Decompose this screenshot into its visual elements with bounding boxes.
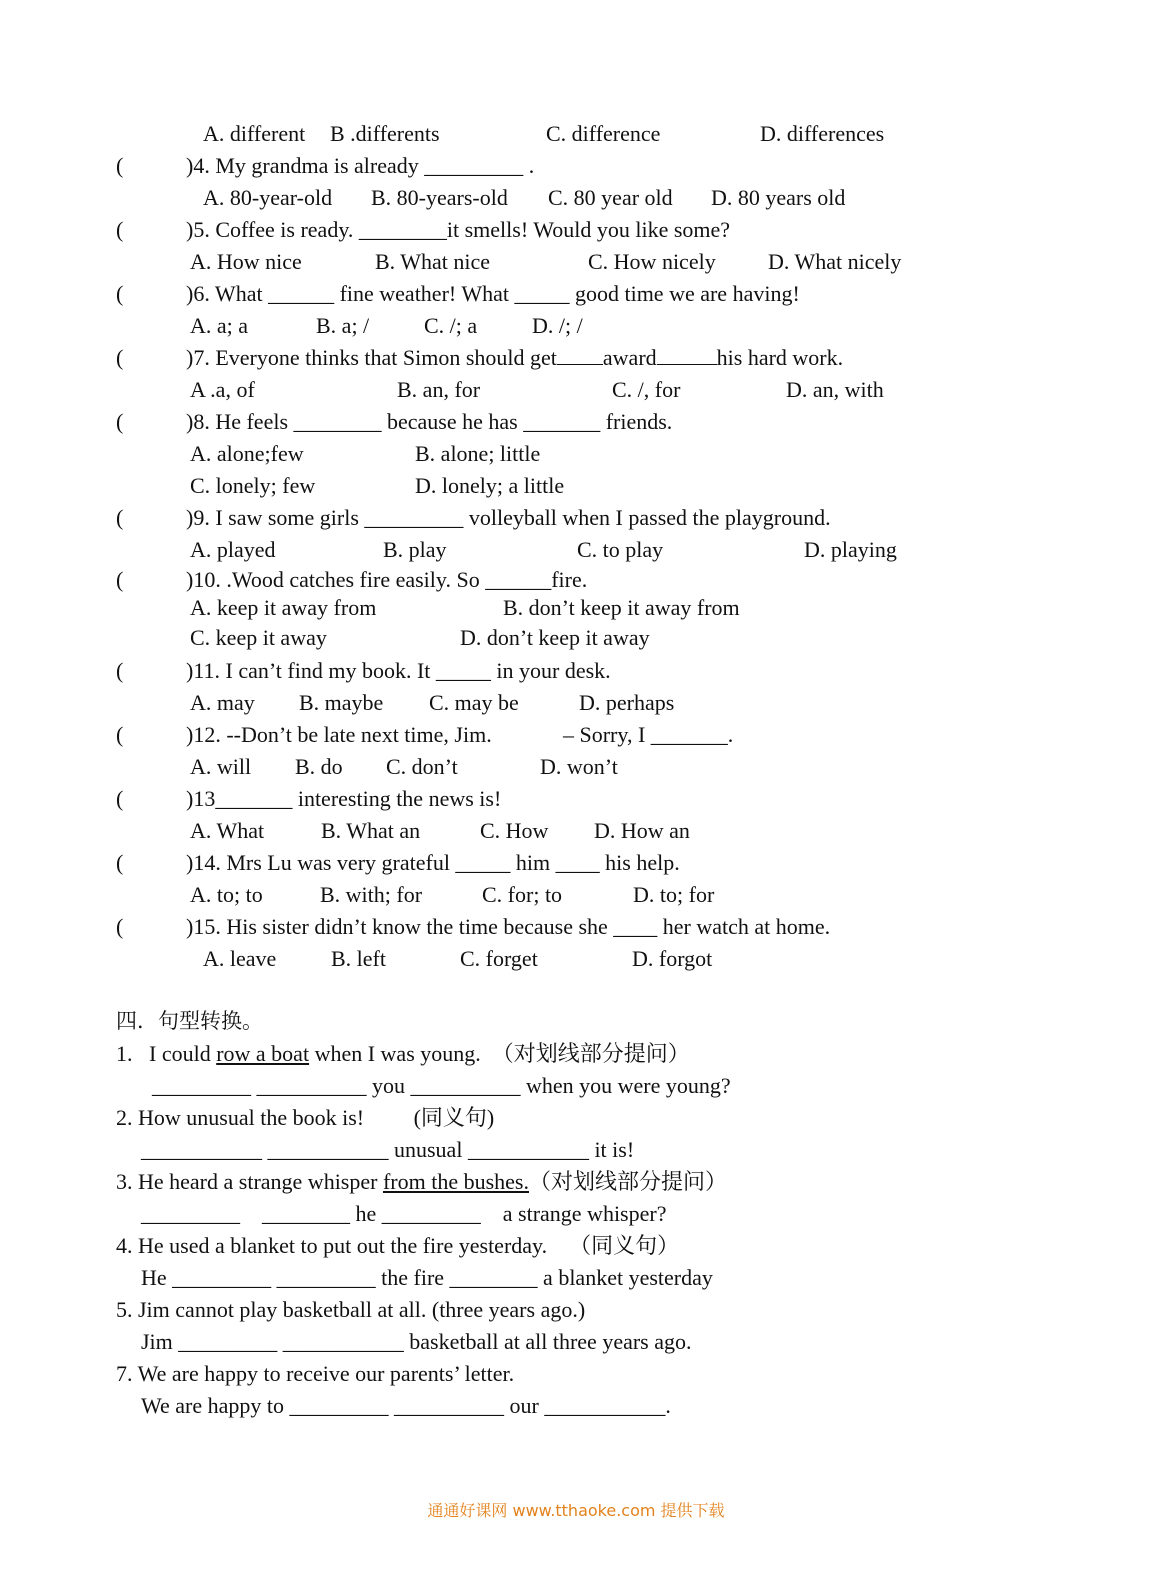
option-c: C. forget [460, 946, 538, 971]
option-d: D. won’t [540, 754, 618, 779]
question-stem: )12. --Don’t be late next time, Jim. [186, 722, 492, 747]
q3-option-a: A. different [203, 121, 306, 146]
option-c: C. How nicely [588, 249, 716, 274]
transform-item: 5. Jim cannot play basketball at all. (three years ago.) [116, 1297, 586, 1322]
question-stem: )15. His sister didn’t know the time because she ____ her watch at home. [186, 914, 831, 939]
answer-bracket[interactable]: ( [116, 850, 124, 875]
answer-line[interactable]: We are happy to _________ __________ our ___________. [141, 1393, 671, 1418]
section-heading: 四．句型转换。 [116, 1009, 263, 1033]
option-a: A. alone;few [190, 441, 304, 466]
option-d: D. What nicely [768, 249, 902, 274]
item-text: 1. I could [116, 1041, 217, 1066]
option-c: C. lonely; few [190, 473, 316, 498]
option-c: C. may be [429, 690, 519, 715]
answer-bracket[interactable]: ( [116, 914, 124, 939]
answer-line[interactable]: Jim _________ ___________ basketball at all three years ago. [141, 1329, 692, 1354]
item-text: （对划线部分提问） [529, 1169, 728, 1194]
answer-bracket[interactable]: ( [116, 786, 124, 811]
answer-line[interactable]: _________ __________ you __________ when you were young? [152, 1073, 731, 1098]
option-c: C. How [480, 818, 549, 843]
answer-bracket[interactable]: ( [116, 281, 124, 306]
option-b: B. alone; little [415, 441, 541, 466]
option-c: C. don’t [386, 754, 458, 779]
q3-option-d: D. differences [760, 121, 885, 146]
answer-line[interactable]: _________ ________ he _________ a strange whisper? [141, 1201, 667, 1226]
question-reply: – Sorry, I _______. [563, 722, 734, 747]
question-stem: )4. My grandma is already _________ . [186, 153, 535, 178]
option-b: B. 80-years-old [371, 185, 508, 210]
option-d: D. lonely; a little [415, 473, 565, 498]
option-a: A. will [190, 754, 252, 779]
answer-bracket[interactable]: ( [116, 409, 124, 434]
option-c: C. /, for [612, 377, 681, 402]
underlined-phrase: row a boat [216, 1041, 310, 1066]
option-d: D. /; / [532, 313, 583, 338]
question-stem [186, 344, 843, 372]
q3-option-b: B .differents [330, 121, 440, 146]
option-b: B. don’t keep it away from [503, 595, 740, 620]
question-stem: )5. Coffee is ready. ________it smells! Would you like some? [186, 217, 731, 242]
answer-bracket[interactable]: ( [116, 217, 124, 242]
q3-option-c: C. difference [546, 121, 661, 146]
answer-line[interactable]: He _________ _________ the fire ________ a blanket yesterday [141, 1265, 713, 1290]
option-c: C. to play [577, 537, 664, 562]
stem-part: award [602, 345, 657, 370]
option-b: B. a; / [316, 313, 370, 338]
answer-bracket[interactable]: ( [116, 567, 124, 592]
option-b: B. What an [321, 818, 421, 843]
stem-part: )7. Everyone thinks that Simon should get [186, 345, 557, 370]
option-d: D. playing [804, 537, 897, 562]
question-stem: )9. I saw some girls _________ volleyball when I passed the playground. [186, 505, 831, 530]
option-a: A .a, of [190, 377, 255, 402]
option-c: C. /; a [424, 313, 478, 338]
stem-part: his hard work. [716, 345, 844, 370]
option-a: A. may [190, 690, 255, 715]
transform-item [116, 1040, 690, 1068]
option-a: A. a; a [190, 313, 249, 338]
answer-bracket[interactable]: ( [116, 153, 124, 178]
answer-line[interactable]: ___________ ___________ unusual ___________ it is! [141, 1137, 635, 1162]
question-stem: )10. .Wood catches fire easily. So ______fire. [186, 567, 588, 592]
option-d: D. 80 years old [711, 185, 846, 210]
question-stem: )13_______ interesting the news is! [186, 786, 502, 811]
answer-bracket[interactable]: ( [116, 658, 124, 683]
option-d: D. forgot [632, 946, 713, 971]
option-a: A. played [190, 537, 276, 562]
option-b: B. with; for [320, 882, 423, 907]
answer-bracket[interactable]: ( [116, 722, 124, 747]
option-b: B. an, for [397, 377, 481, 402]
option-a: A. 80-year-old [203, 185, 333, 210]
option-d: D. don’t keep it away [460, 625, 650, 650]
option-a: A. leave [203, 946, 277, 971]
underlined-phrase: from the bushes. [382, 1169, 529, 1194]
option-b: B. do [295, 754, 343, 779]
option-d: D. an, with [786, 377, 884, 402]
transform-item: 7. We are happy to receive our parents’ letter. [116, 1361, 515, 1386]
question-stem: )8. He feels ________ because he has _______ friends. [186, 409, 673, 434]
option-b: B. What nice [375, 249, 491, 274]
footer-watermark: 通通好课网 www.tthaoke.com 提供下载 [427, 1501, 725, 1520]
option-a: A. keep it away from [190, 595, 377, 620]
option-a: A. What [190, 818, 265, 843]
question-stem: )11. I can’t find my book. It _____ in your desk. [186, 658, 611, 683]
transform-item: 2. How unusual the book is! (同义句) [116, 1105, 495, 1130]
option-d: D. to; for [633, 882, 715, 907]
blank-line [557, 346, 603, 365]
answer-bracket[interactable]: ( [116, 345, 124, 370]
option-c: C. 80 year old [548, 185, 673, 210]
item-text: 3. He heard a strange whisper [116, 1169, 383, 1194]
option-b: B. play [383, 537, 447, 562]
question-stem: )6. What ______ fine weather! What _____ good time we are having! [186, 281, 800, 306]
option-a: A. How nice [190, 249, 302, 274]
item-text: when I was young. （对划线部分提问） [309, 1041, 690, 1066]
transform-item: 4. He used a blanket to put out the fire yesterday. （同义句） [116, 1233, 680, 1258]
answer-bracket[interactable]: ( [116, 505, 124, 530]
option-d: D. perhaps [579, 690, 675, 715]
option-c: C. for; to [482, 882, 563, 907]
option-a: A. to; to [190, 882, 263, 907]
option-c: C. keep it away [190, 625, 327, 650]
option-b: B. maybe [299, 690, 384, 715]
blank-line [657, 346, 717, 365]
question-stem: )14. Mrs Lu was very grateful _____ him ____ his help. [186, 850, 680, 875]
transform-item [116, 1168, 727, 1196]
option-b: B. left [331, 946, 386, 971]
option-d: D. How an [594, 818, 690, 843]
